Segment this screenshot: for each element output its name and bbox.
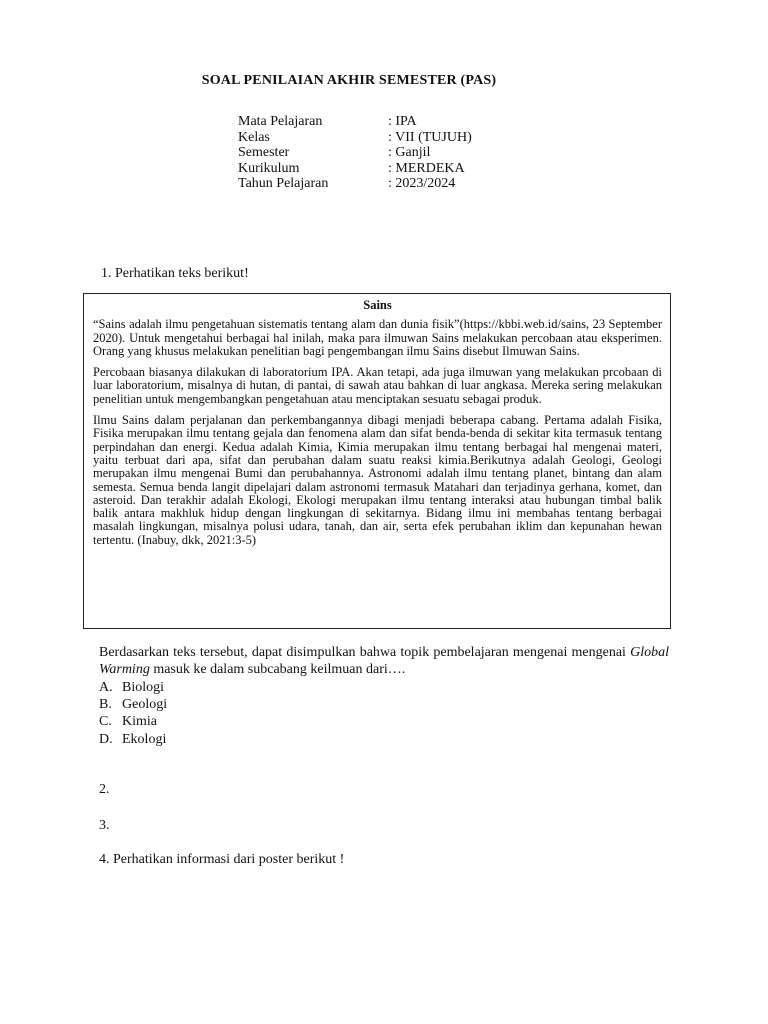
option-text: Geologi <box>122 697 168 713</box>
info-row-semester <box>238 145 472 161</box>
question-1-stem <box>99 644 669 678</box>
info-label: Tahun Pelajaran <box>238 176 329 191</box>
question-1-prompt: 1. Perhatikan teks berikut! <box>101 266 249 281</box>
question-4-prompt: 4. Perhatikan informasi dari poster berikut ! <box>99 852 345 867</box>
option-d <box>99 731 167 748</box>
info-value: : VII (TUJUH) <box>388 129 472 145</box>
info-label: Kelas <box>238 129 270 145</box>
option-letter: B. <box>99 697 112 713</box>
reading-text-title: Sains <box>363 298 392 312</box>
option-letter: C. <box>99 714 112 730</box>
question-3-number: 3. <box>99 818 110 833</box>
info-value: : MERDEKA <box>388 160 465 176</box>
option-c <box>99 713 167 730</box>
info-value: : Ganjil <box>388 145 431 160</box>
question-stem-part: Berdasarkan teks tersebut, dapat disimpulkan bahwa topik pembelajaran mengenai mengenai <box>99 645 631 660</box>
info-label: Semester <box>238 145 290 160</box>
info-row-class <box>238 130 472 146</box>
option-letter: A. <box>99 680 113 695</box>
reading-paragraph-2: Percobaan biasanya dilakukan di laboratorium IPA. Akan tetapi, ada juga ilmuwan yang melakukan prcobaan di luar laboratorium, misalnya di hutan, di pantai, di sawah atau bahkan di luar angkasa. Mereka sering melakukan penelitian untuk mengembangkan pengetahuan atau menciptakan sesuatu sebagai produk. <box>93 365 662 406</box>
subject-info-table <box>238 114 472 192</box>
document-title: SOAL PENILAIAN AKHIR SEMESTER (PAS) <box>201 73 497 88</box>
option-a <box>99 679 167 696</box>
option-text: Ekologi <box>122 731 167 747</box>
question-2-number: 2. <box>99 782 110 797</box>
info-label: Kurikulum <box>238 160 300 176</box>
option-b <box>99 696 167 713</box>
info-value: : 2023/2024 <box>388 176 456 191</box>
reading-paragraph-3: Ilmu Sains dalam perjalanan dan perkembangannya dibagi menjadi beberapa cabang. Pertama adalah Fisika, Fisika merupakan ilmu tentang gejala dan fenomena alam dan sifat benda-benda di sekitar kita termasuk tentang perpindahan dan energi. Kedua adalah Kimia, Kimia merupakan ilmu tentang berbagai hal mengenai materi, yaitu terbuat dari apa, sifat dan perubahan dalam suatu reaksi kimia.Berikutnya adalah Geologi, Geologi merupakan ilmu mengenai Bumi dan perubahannya. Astronomi adalah ilmu tentang planet, bintang dan alam semesta. Semua benda langit dipelajari dalam astronomi termasuk Matahari dan terjadinya gerhana, komet, dan asteroid. Dan terakhir adalah Ekologi, Ekologi merupakan ilmu tentang interaksi atau hubungan timbal balik balik antara makhluk hidup dengan lingkungan di sekitarnya. Bidang ilmu ini membahas tentang berbagai masalah lingkungan, misalnya polusi udara, tanah, dan air, serta efek perubahan iklim dan kepunahan hewan tertentu. (Inabuy, dkk, 2021:3-5) <box>93 413 662 547</box>
option-text: Biologi <box>122 680 165 695</box>
option-letter: D. <box>99 731 113 747</box>
info-row-curriculum <box>238 161 472 177</box>
info-row-subject <box>238 114 472 130</box>
reading-text-box <box>83 293 671 629</box>
info-label: Mata Pelajaran <box>238 114 323 129</box>
info-value: : IPA <box>388 114 417 129</box>
option-text: Kimia <box>122 714 157 730</box>
question-stem-part: masuk ke dalam subcabang keilmuan dari…. <box>149 662 406 677</box>
reading-paragraph-1: “Sains adalah ilmu pengetahuan sistematis tentang alam dan dunia fisik”(https://kbbi.web.id/sains, 23 September 2020). Untuk mengetahui berbagai hal inilah, maka para ilmuwan Sains melakukan percobaan atau eksperimen. Orang yang khusus melakukan penelitian bagi pengembangan ilmu Sains disebut Ilmuwan Sains. <box>93 317 662 358</box>
info-row-school-year <box>238 176 472 192</box>
answer-options <box>99 679 167 748</box>
question-stem-italic: Global Warming <box>99 645 669 677</box>
